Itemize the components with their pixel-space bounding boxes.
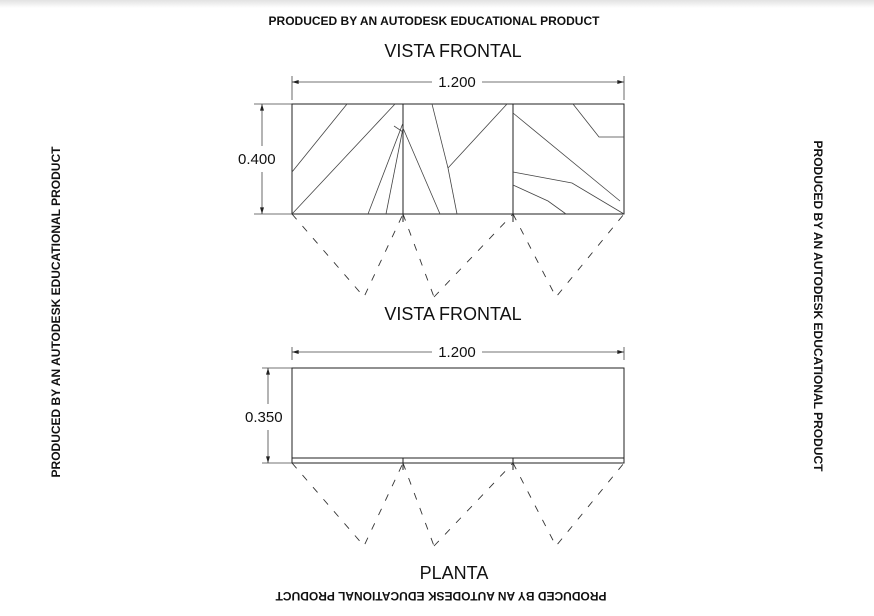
front-width-label: 1.200 xyxy=(438,74,476,91)
top-view xyxy=(245,304,624,583)
top-width-dimension xyxy=(292,344,624,361)
front-panel-2-pattern xyxy=(386,104,507,214)
front-view-title: VISTA FRONTAL xyxy=(384,41,522,61)
front-cabinet-outline xyxy=(292,104,624,214)
watermark-top: PRODUCED BY AN AUTODESK EDUCATIONAL PRODUCT xyxy=(268,14,600,28)
front-width-dimension xyxy=(292,74,624,100)
front-panel-3-pattern xyxy=(513,104,624,214)
front-door-swing-lines xyxy=(292,214,624,297)
top-depth-dimension xyxy=(245,368,292,463)
front-panel-1-pattern xyxy=(292,104,403,214)
top-door-swing-lines xyxy=(292,463,624,546)
top-view-upper-title: VISTA FRONTAL xyxy=(384,304,522,324)
top-cabinet-outline xyxy=(292,368,624,463)
front-height-dimension xyxy=(238,104,292,214)
top-view-lower-title: PLANTA xyxy=(419,563,489,583)
front-view xyxy=(238,41,624,297)
top-width-label: 1.200 xyxy=(438,344,476,361)
watermark-right: PRODUCED BY AN AUTODESK EDUCATIONAL PRODUCT xyxy=(811,140,825,472)
front-height-label: 0.400 xyxy=(238,151,276,168)
top-depth-label: 0.350 xyxy=(245,409,283,426)
watermark-bottom: PRODUCED BY AN AUTODESK EDUCATIONAL PRODUCT xyxy=(275,589,607,603)
watermark-left: PRODUCED BY AN AUTODESK EDUCATIONAL PRODUCT xyxy=(49,146,63,478)
